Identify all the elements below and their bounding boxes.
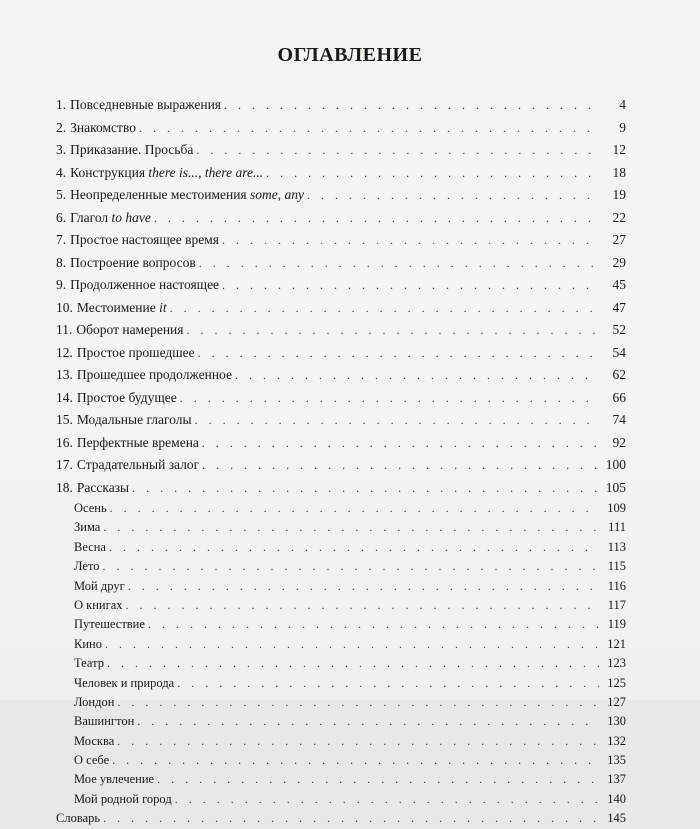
entry-number: 10.	[56, 299, 73, 315]
leader-dots	[175, 790, 599, 809]
entry-number: 9.	[56, 277, 67, 292]
entry-label	[70, 274, 219, 297]
entry-label-text: О книгах	[74, 597, 123, 612]
leader-dots	[307, 184, 599, 207]
leader-dots	[126, 596, 599, 615]
entry-label	[74, 577, 125, 596]
leader-dots	[195, 409, 599, 432]
entry-label	[56, 809, 100, 828]
entry-label-text: Мое увлечение	[74, 772, 155, 787]
entry-label-text: Осень	[74, 501, 107, 515]
leader-dots	[235, 364, 599, 387]
entry-label	[74, 770, 154, 789]
page-number: 29	[612, 254, 626, 270]
leader-dots	[170, 297, 599, 320]
entry-number: 18.	[56, 479, 73, 495]
leader-dots	[110, 499, 599, 518]
entry-label-text: Мой друг	[74, 578, 125, 593]
page-number: 92	[612, 434, 626, 450]
page-number: 74	[612, 412, 626, 427]
entry-number: 3.	[56, 142, 67, 157]
entry-label	[76, 319, 183, 342]
leader-dots	[117, 732, 599, 751]
page-number: 22	[612, 209, 626, 225]
entry-label	[74, 751, 109, 770]
entry-label-italic: some, any	[250, 187, 305, 202]
leader-dots	[112, 751, 599, 770]
entry-number: 5.	[56, 187, 67, 202]
entry-label	[74, 518, 100, 537]
leader-dots	[222, 274, 599, 297]
toc-entry	[56, 364, 626, 387]
leader-dots	[196, 139, 599, 162]
page-number: 127	[607, 694, 626, 709]
entry-label-text: Оборот намерения	[76, 322, 184, 337]
page-number: 145	[607, 811, 626, 826]
page-number: 27	[612, 232, 626, 247]
leader-dots	[187, 319, 600, 342]
entry-label-text: Перфектные времена	[76, 434, 199, 450]
page-number: 52	[612, 322, 626, 337]
entry-label	[74, 732, 114, 751]
toc-subentry	[56, 615, 626, 634]
toc-entry	[56, 94, 626, 117]
entry-label	[74, 538, 106, 557]
entry-label	[77, 387, 177, 410]
toc-entry	[56, 274, 626, 297]
leader-dots	[105, 635, 599, 654]
leader-dots	[266, 162, 599, 185]
toc-entry	[56, 229, 626, 252]
toc-subentry	[56, 732, 626, 751]
leader-dots	[148, 615, 599, 634]
entry-label-text: Театр	[74, 656, 104, 671]
entry-number: 4.	[56, 164, 67, 180]
page-number: 45	[612, 277, 626, 292]
toc-entry	[56, 342, 626, 365]
entry-label	[74, 615, 145, 634]
leader-dots	[103, 809, 599, 828]
entry-number: 17.	[56, 457, 73, 472]
leader-dots	[224, 94, 599, 117]
page-number: 125	[607, 675, 626, 690]
entry-label-italic: it	[159, 299, 167, 315]
table-of-contents	[56, 94, 626, 829]
entry-label	[77, 364, 232, 387]
page-number: 66	[612, 389, 626, 405]
toc-entry	[56, 387, 626, 410]
entry-number: 8.	[56, 254, 67, 270]
leader-dots	[198, 342, 599, 365]
entry-label	[77, 432, 199, 455]
leader-dots	[117, 693, 599, 712]
page-number: 9	[619, 119, 626, 135]
toc-entry	[56, 117, 626, 140]
entry-number: 15.	[56, 412, 73, 427]
entry-label	[77, 454, 199, 477]
page-number: 47	[612, 299, 626, 315]
leader-dots	[202, 432, 599, 455]
entry-number: 14.	[56, 389, 73, 405]
entry-label-text: Глагол	[70, 209, 109, 225]
entry-label-text: Построение вопросов	[70, 254, 196, 270]
entry-number: 11.	[56, 322, 73, 337]
leader-dots	[107, 654, 599, 673]
toc-entry	[56, 252, 626, 275]
toc-subentry	[56, 518, 626, 537]
toc-entry	[56, 432, 626, 455]
leader-dots	[157, 770, 599, 789]
entry-label-italic: to have	[111, 209, 151, 225]
leader-dots	[128, 577, 599, 596]
toc-entry	[56, 454, 626, 477]
toc-entry	[56, 477, 626, 500]
page-number: 132	[607, 733, 626, 748]
toc-entry	[56, 139, 626, 162]
page-number: 121	[607, 636, 626, 651]
entry-label	[74, 635, 102, 654]
toc-entry	[56, 409, 626, 432]
leader-dots	[199, 252, 599, 275]
toc-subentry	[56, 712, 626, 731]
leader-dots	[132, 477, 599, 500]
entry-number: 13.	[56, 367, 73, 382]
page-number: 4	[619, 97, 626, 112]
entry-number: 2.	[56, 119, 67, 135]
page-number: 12	[612, 142, 626, 157]
page-number: 140	[607, 791, 626, 806]
entry-label-text: Зима	[74, 520, 101, 535]
entry-label-text: Конструкция	[70, 164, 146, 180]
leader-dots	[177, 674, 599, 693]
page-number: 115	[607, 559, 626, 574]
toc-subentry	[56, 751, 626, 770]
entry-label-text: Прошедшее продолженное	[76, 367, 232, 382]
page-number: 109	[607, 501, 626, 515]
leader-dots	[137, 712, 599, 731]
page-number: 19	[612, 187, 626, 202]
toc-subentry	[56, 577, 626, 596]
entry-label-text: Путешествие	[74, 617, 145, 632]
entry-label-text: Вашингтон	[74, 714, 135, 729]
entry-label-text: Модальные глаголы	[76, 412, 192, 427]
entry-number: 16.	[56, 434, 73, 450]
entry-label-text: Весна	[74, 539, 106, 554]
entry-label-text: Простое будущее	[76, 389, 177, 405]
entry-label-text: О себе	[74, 753, 110, 768]
entry-label	[74, 557, 100, 576]
entry-label	[70, 207, 151, 230]
leader-dots	[222, 229, 599, 252]
page-number: 137	[607, 772, 626, 787]
entry-label	[77, 342, 195, 365]
leader-dots	[154, 207, 599, 230]
leader-dots	[103, 518, 599, 537]
entry-label-text: Москва	[74, 733, 115, 748]
toc-subentry	[56, 654, 626, 673]
entry-label-text: Простое прошедшее	[76, 344, 195, 360]
page-number: 113	[607, 539, 626, 554]
leader-dots	[180, 387, 599, 410]
toc-subentry	[56, 538, 626, 557]
entry-label	[77, 477, 129, 500]
entry-label	[74, 790, 172, 809]
entry-label	[74, 674, 174, 693]
entry-label-text: Продолженное настоящее	[70, 277, 220, 292]
entry-label	[70, 162, 263, 185]
entry-label-text: Человек и природа	[74, 675, 175, 690]
toc-subentry	[56, 499, 626, 518]
entry-label-text: Лето	[74, 559, 100, 574]
entry-number: 12.	[56, 344, 73, 360]
page-number: 119	[607, 617, 626, 632]
leader-dots	[202, 454, 599, 477]
entry-number: 7.	[56, 232, 67, 247]
toc-entry	[56, 184, 626, 207]
entry-number: 1.	[56, 97, 67, 112]
page-number: 18	[612, 164, 626, 180]
entry-label-text: Местоимение	[76, 299, 156, 315]
toc-entry	[56, 207, 626, 230]
toc-subentry	[56, 693, 626, 712]
entry-label	[70, 184, 304, 207]
entry-label	[74, 499, 107, 518]
page-number: 130	[607, 714, 626, 729]
page-number: 62	[612, 367, 626, 382]
entry-label-text: Повседневные выражения	[70, 97, 221, 112]
toc-subentry	[56, 557, 626, 576]
toc-dictionary	[56, 809, 626, 828]
page-title: ОГЛАВЛЕНИЕ	[277, 44, 423, 66]
page-number: 123	[607, 656, 626, 671]
leader-dots	[109, 538, 599, 557]
entry-label	[74, 693, 114, 712]
toc-subentry	[56, 596, 626, 615]
entry-label	[70, 117, 136, 140]
entry-label-text: Лондон	[74, 694, 115, 709]
toc-subentry	[56, 770, 626, 789]
entry-label	[70, 252, 196, 275]
page-number: 100	[605, 457, 626, 472]
entry-label-text: Рассказы	[76, 479, 130, 495]
entry-label	[70, 94, 221, 117]
page-number: 135	[607, 753, 626, 768]
toc-subentry	[56, 674, 626, 693]
leader-dots	[139, 117, 599, 140]
entry-label-text: Страдательный залог	[76, 457, 200, 472]
entry-label-text: Словарь	[56, 811, 101, 826]
entry-number: 6.	[56, 209, 67, 225]
toc-entry	[56, 297, 626, 320]
entry-label-text: Кино	[74, 636, 102, 651]
entry-label	[70, 139, 193, 162]
toc-subentry	[56, 635, 626, 654]
leader-dots	[103, 557, 600, 576]
entry-label-italic: there is..., there are...	[148, 164, 264, 180]
entry-label	[70, 229, 219, 252]
toc-entry	[56, 162, 626, 185]
page-number: 116	[607, 578, 626, 593]
entry-label-text: Неопределенные местоимения	[70, 187, 247, 202]
page-number: 117	[607, 597, 626, 612]
page-number: 54	[612, 344, 626, 360]
entry-label-text: Простое настоящее время	[70, 232, 219, 247]
entry-label-text: Мой родной город	[74, 791, 172, 806]
entry-label	[74, 596, 123, 615]
toc-subentry	[56, 790, 626, 809]
toc-entry	[56, 319, 626, 342]
entry-label	[77, 409, 192, 432]
page-number: 105	[605, 479, 626, 495]
entry-label	[77, 297, 167, 320]
entry-label	[74, 654, 104, 673]
entry-label-text: Приказание. Просьба	[70, 142, 194, 157]
entry-label	[74, 712, 134, 731]
entry-label-text: Знакомство	[70, 119, 136, 135]
page-number: 111	[608, 520, 626, 535]
